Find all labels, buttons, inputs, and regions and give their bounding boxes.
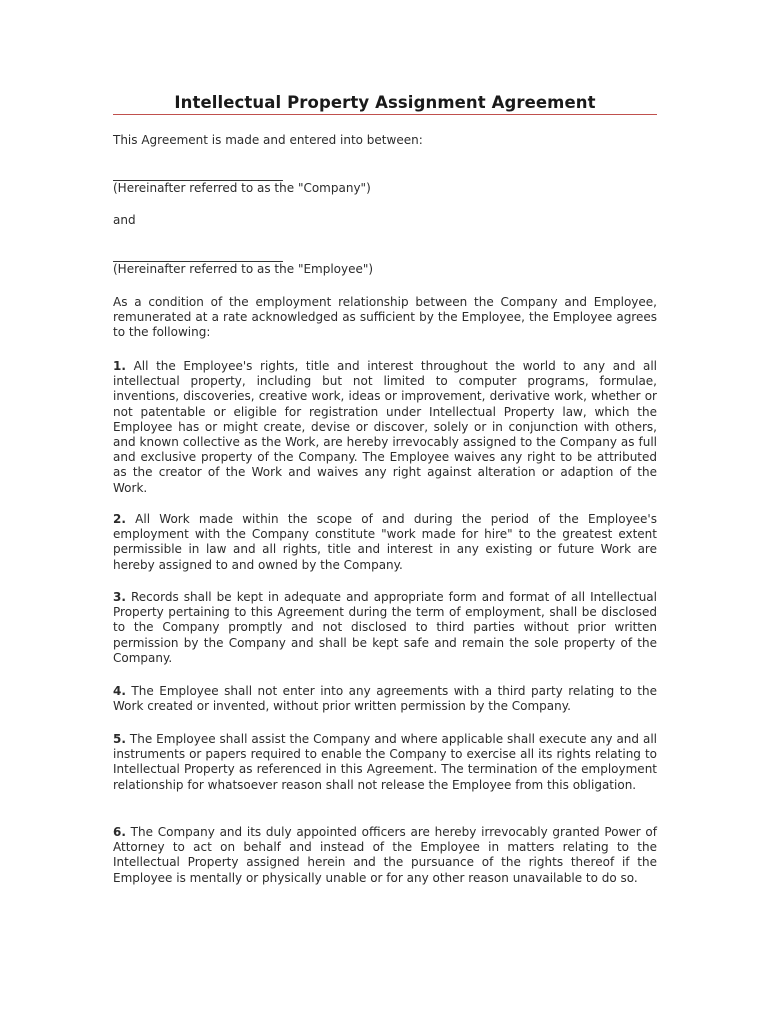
- clause-5: [113, 732, 657, 793]
- company-reference: (Hereinafter referred to as the "Company"): [113, 181, 371, 195]
- clause-number: 2.: [113, 512, 126, 526]
- clause-text: The Employee shall assist the Company and where applicable shall execute any and all instruments or papers required to enable the Company to exercise all its rights relating to Intellectual Property as referenced in this Agreement. The termination of the employment relationship for whatsoever reason shall not release the Employee from this obligation.: [113, 732, 657, 792]
- clause-text: Records shall be kept in adequate and appropriate form and format of all Intellectual Property pertaining to this Agreement during the term of employment, shall be disclosed to the Company promptly and not disclosed to third parties without prior written permission by the Company and shall be kept safe and remain the sole property of the Company.: [113, 590, 657, 665]
- intro-text: This Agreement is made and entered into between:: [113, 133, 423, 147]
- clause-number: 3.: [113, 590, 126, 604]
- clause-3: [113, 590, 657, 666]
- clause-text: The Company and its duly appointed officers are hereby irrevocably granted Power of Attorney to act on behalf and instead of the Employee in matters relating to the Intellectual Property assigned herein and the pursuance of the rights thereof if the Employee is mentally or physically unable or for any other reason unavailable to do so.: [113, 825, 657, 885]
- page-title: Intellectual Property Assignment Agreement: [174, 93, 596, 112]
- clause-number: 5.: [113, 732, 126, 746]
- clause-6: [113, 825, 657, 886]
- clause-1: [113, 359, 657, 496]
- clause-2: [113, 512, 657, 573]
- preamble-text: As a condition of the employment relationship between the Company and Employee, remunerated at a rate acknowledged as sufficient by the Employee, the Employee agrees to the following:: [113, 295, 657, 340]
- title-underline: [113, 114, 657, 115]
- clause-4: [113, 684, 657, 714]
- and-text: and: [113, 213, 136, 227]
- clause-number: 4.: [113, 684, 126, 698]
- employee-reference: (Hereinafter referred to as the "Employee"): [113, 262, 374, 276]
- clause-text: All the Employee's rights, title and interest throughout the world to any and all intellectual property, including but not limited to computer programs, formulae, inventions, discoveries, creative work, ideas or improvement, derivative work, whether or not patentable or eligible for registration under Intellectual Property law, which the Employee has or might create, devise or discover, solely or in conjunction with others, and known collective as the Work, are hereby irrevocably assigned to the Company as full and exclusive property of the Company. The Employee waives any right to be attributed as the creator of the Work and waives any right against alteration or adaption of the Work.: [113, 359, 657, 495]
- clause-text: The Employee shall not enter into any agreements with a third party relating to the Work created or invented, without prior written permission by the Company.: [113, 684, 657, 714]
- clause-text: All Work made within the scope of and during the period of the Employee's employment with the Company constitute "work made for hire" to the greatest extent permissible in law and all rights, title and interest in any existing or future Work are hereby assigned to and owned by the Company.: [113, 512, 657, 572]
- clause-number: 1.: [113, 359, 126, 373]
- clause-number: 6.: [113, 825, 126, 839]
